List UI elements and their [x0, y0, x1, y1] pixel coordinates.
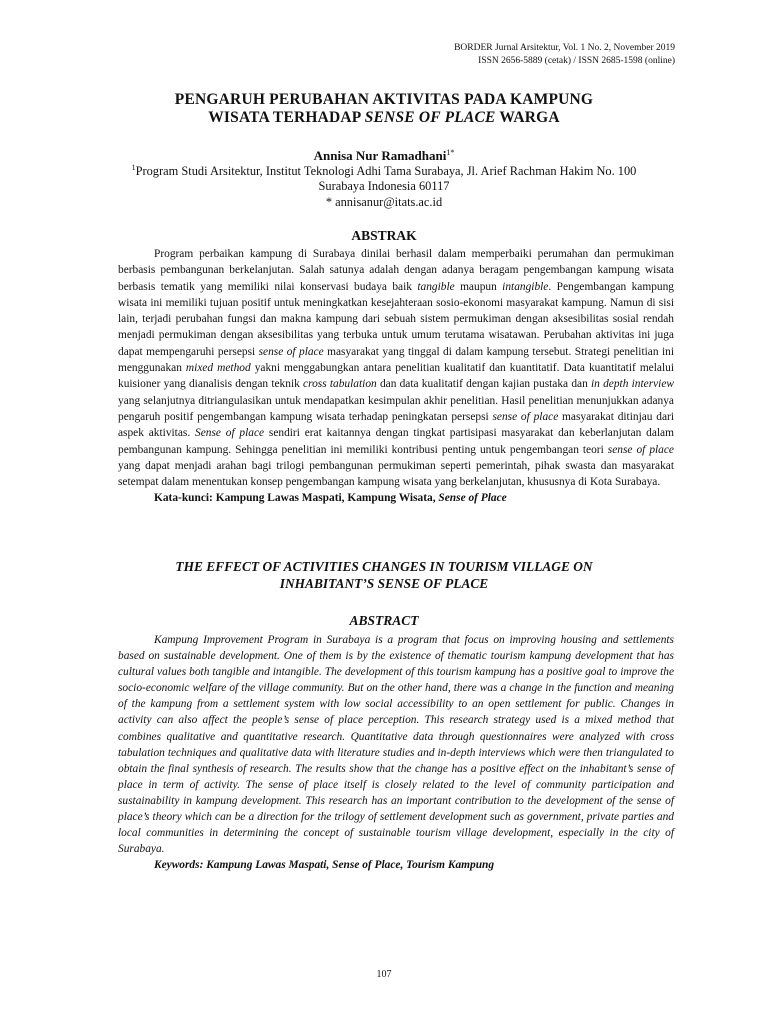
journal-issn: ISSN 2656-5889 (cetak) / ISSN 2685-1598 (online) [478, 55, 675, 66]
abstrak-body [118, 246, 674, 507]
author-block [0, 148, 768, 210]
abstract-keywords: Keywords: Kampung Lawas Maspati, Sense of Place, Tourism Kampung [154, 859, 495, 872]
english-title [0, 558, 768, 592]
author-affiliation-city: Surabaya Indonesia 60117 [318, 179, 450, 194]
abstrak-keywords: Kata-kunci: Kampung Lawas Maspati, Kampung Wisata, Sense of Place [154, 492, 507, 505]
paper-title-line2: WISATA TERHADAP SENSE OF PLACE WARGA [208, 109, 560, 126]
author-name: Annisa Nur Ramadhani$^{1*}$ [313, 148, 455, 163]
page-number: 107 [376, 969, 392, 980]
abstract-paragraph: Kampung Improvement Program in Surabaya is a program that focus on improving housing and settlements based on sustainable development. One of them is by the existence of thematic tourism kampung development that has cultural values both tangible and intangible. The development of this tourism kampung has a positive goal to improve the socio-economic welfare of the village community. But on the other hand, there was a change in the function and meaning of the kampung from a settlement system with low social accessibility to an open settlement for public. Changes in activity can also affect the people’s sense of place perception. This research strategy used is a mixed method that combines qualitative and quantitative research. Quantitative data through questionnaires were analyzed with cross tabulation techniques and qualitative data with literature studies and in-depth interviews which were then triangulated to obtain the final synthesis of research. The results show that the change has a positive effect on the inhabitant’s sense of place in term of activity. The sense of place itself is closely related to the level of community participation and sustainability in kampung development. This research has an important contribution to the development of the sense of place’s theory which can be a direction for the trilogy of settlement development such as government, private parties and local communities in determining the concept of sustainable tourism village development, especially in the city of Surabaya. [118, 634, 674, 856]
english-title-line1: THE EFFECT OF ACTIVITIES CHANGES IN TOURISM VILLAGE ON [175, 559, 593, 574]
author-email: * annisanur@itats.ac.id [325, 194, 443, 209]
paper-title [0, 91, 768, 127]
journal-citation: BORDER Jurnal Arsitektur, Vol. 1 No. 2, November 2019 [454, 43, 675, 53]
abstract-heading: ABSTRACT [349, 613, 419, 628]
journal-header [454, 42, 675, 67]
english-title-line2: INHABITANT’S SENSE OF PLACE [279, 576, 489, 591]
abstrak-paragraph: Program perbaikan kampung di Surabaya dinilai berhasil dalam memperbaiki perumahan dan permukiman berbasis pembangunan berkelanjutan. Salah satunya adalah dengan adanya beragam pengembangan kampung wisata berbasis tematik yang memiliki nilai konservasi budaya baik tangible maupun intangible. Pengembangan kampung wisata ini memiliki tujuan positif untuk meningkatkan kesejahteraan sosio-ekonomi masyarakat kampung. Namun di sisi lain, terjadi perubahan fungsi dan makna kampung dari sebuah sistem permukiman dengan aksesibilitas sosial rendah menjadi permukiman dengan aksesibilitas yang terbuka untuk umum terutama wisatawan. Perubahan aktivitas ini juga dapat mempengaruhi persepsi sense of place masyarakat yang tinggal di dalam kampung tersebut. Strategi penelitian ini menggunakan mixed method yakni menggabungkan antara penelitian kualitatif dan kuantitatif. Data kuantitatif melalui kuisioner yang dianalisis dengan teknik cross tabulation dan data kualitatif dengan kajian pustaka dan in depth interview yang selanjutnya ditriangulasikan untuk mendapatkan kesimpulan akhir penelitian. Hasil penelitian menunjukkan adanya pengaruh positif pengembangan kampung wisata terhadap peningkatan persepsi sense of place masyarakat ditinjau dari aspek aktivitas. Sense of place sendiri erat kaitannya dengan tingkat partisipasi masyarakat dan keberlanjutan dalam pembangunan kampung. Sehingga penelitian ini memiliki kontribusi penting untuk pengembangan teori sense of place yang dapat menjadi arahan bagi trilogi pembangunan permukiman seperti pemerintah, pihak swasta dan masyarakat setempat dalam menentukan konsep pengembangan kampung wisata yang berkelanjutan, khususnya di Kota Surabaya. [118, 248, 674, 489]
abstract-body [118, 632, 674, 873]
author-affiliation: $^1$Program Studi Arsitektur, Institut Teknologi Adhi Tama Surabaya, Jl. Arief Rachman Hakim No. 100 [131, 163, 637, 179]
abstrak-heading: ABSTRAK [351, 228, 417, 243]
paper-title-line1: PENGARUH PERUBAHAN AKTIVITAS PADA KAMPUNG [174, 91, 594, 108]
